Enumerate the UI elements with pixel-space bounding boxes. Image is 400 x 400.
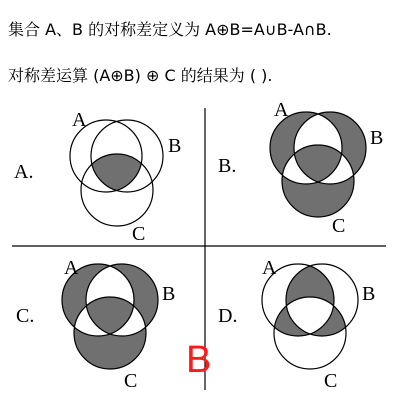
option-b-set-b: B xyxy=(370,127,384,149)
option-c-set-b: B xyxy=(162,283,176,305)
question-line-2: 对称差运算 (A⊕B) ⊕ C 的结果为 ( ). xyxy=(8,66,273,85)
option-a-set-b: B xyxy=(168,135,182,157)
option-d-set-a: A xyxy=(262,257,277,279)
option-a-set-c: C xyxy=(132,223,146,245)
option-d-label: D. xyxy=(218,305,238,327)
option-b-set-c: C xyxy=(332,215,346,237)
option-c-label: C. xyxy=(16,305,35,327)
option-a-label: A. xyxy=(14,161,34,183)
question-line-1: 集合 A、B 的对称差定义为 A⊕B=A∪B-A∩B. xyxy=(8,20,332,39)
venn-option-b xyxy=(270,112,366,217)
option-b-label: B. xyxy=(218,155,237,177)
venn-option-c xyxy=(62,264,158,369)
option-c-set-c: C xyxy=(124,370,138,392)
option-d-set-b: B xyxy=(362,283,376,305)
option-c-set-a: A xyxy=(64,257,79,279)
option-d-set-c: C xyxy=(324,370,338,392)
option-b-set-a: A xyxy=(274,99,289,121)
option-a-set-a: A xyxy=(72,109,87,131)
venn-option-a xyxy=(70,120,163,226)
answer-mark: B xyxy=(186,339,212,381)
